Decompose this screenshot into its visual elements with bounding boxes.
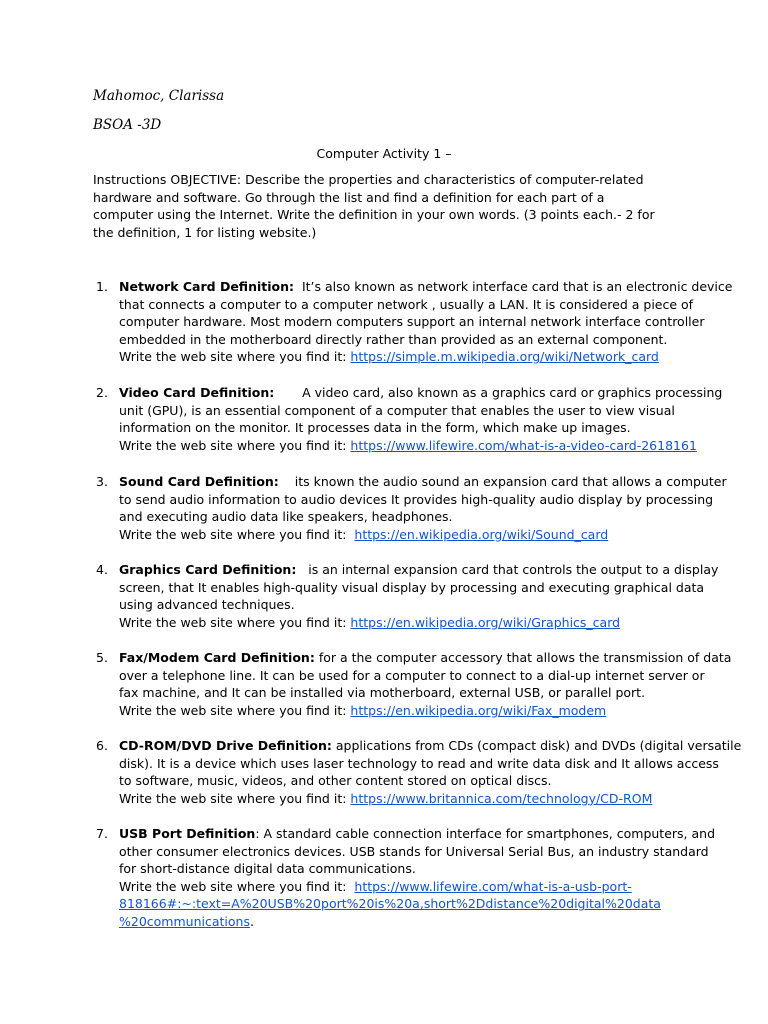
website-prompt: Write the web site where you find it:: [119, 878, 347, 894]
website-line: [119, 878, 683, 896]
item-line: fax machine, and It can be installed via motherboard, external USB, or parallel port.: [119, 685, 646, 701]
source-link[interactable]: https://en.wikipedia.org/wiki/Sound_card: [354, 526, 609, 542]
item-line: and executing audio data like speakers, headphones.: [119, 509, 453, 525]
item-term: CD-ROM/DVD Drive Definition:: [119, 738, 332, 753]
item-body: [119, 278, 733, 366]
item-number: 7.: [96, 826, 108, 841]
item-line: using advanced techniques.: [119, 597, 295, 613]
website-prompt: Write the web site where you find it:: [119, 614, 347, 630]
source-link[interactable]: https://www.britannica.com/technology/CD-ROM: [350, 790, 653, 806]
website-prompt: Write the web site where you find it:: [119, 526, 347, 542]
website-line: [119, 526, 683, 544]
item-line: for short-distance digital data communications.: [119, 861, 416, 877]
website-line: [119, 790, 683, 808]
item-body: [119, 384, 723, 454]
item-number: 5.: [96, 650, 108, 665]
item-text: for a the computer accessory that allows the transmission of data: [318, 650, 732, 665]
item-term: Sound Card Definition:: [119, 474, 279, 489]
item-body: [119, 473, 727, 543]
item-term: Network Card Definition:: [119, 279, 294, 294]
website-prompt: Write the web site where you find it:: [119, 349, 347, 365]
item-number: 1.: [96, 279, 108, 294]
item-body: [119, 737, 742, 807]
source-link[interactable]: https://simple.m.wikipedia.org/wiki/Network_card: [350, 349, 659, 365]
item-text: its known the audio sound an expansion card that allows a computer: [294, 474, 727, 489]
item-term: Fax/Modem Card Definition:: [119, 650, 315, 665]
source-link[interactable]: https://www.lifewire.com/what-is-a-usb-port-: [354, 878, 632, 894]
item-text: is an internal expansion card that controls the output to a display: [308, 562, 719, 577]
website-prompt: Write the web site where you find it:: [119, 702, 347, 718]
item-line: information on the monitor. It processes data in the form, which make up images.: [119, 420, 631, 436]
item-body: [119, 649, 732, 719]
item-line: [119, 278, 733, 296]
item-number: 3.: [96, 474, 108, 489]
item-number: 6.: [96, 738, 108, 753]
class-section: BSOA -3D: [93, 117, 162, 133]
source-link[interactable]: 818166#:~:text=A%20USB%20port%20is%20a,short%2Ddistance%20digital%20data: [119, 896, 661, 912]
item-line: unit (GPU), is an essential component of a computer that enables the user to view visual: [119, 402, 675, 418]
item-line: computer hardware. Most modern computers support an internal network interface controller: [119, 314, 705, 330]
item-line: [119, 561, 719, 579]
item-body: [119, 561, 719, 631]
website-line: [119, 702, 683, 720]
item-text: : A standard cable connection interface for smartphones, computers, and: [255, 826, 716, 841]
item-term: Video Card Definition:: [119, 385, 275, 400]
trailing-period: .: [249, 913, 254, 929]
instructions-paragraph: Instructions OBJECTIVE: Describe the properties and characteristics of computer-related hardware and software. Go through the list and find a definition for each part of a computer using the Internet. Write the definition in your own words. (3 points each.- 2 for the definition, 1 for listing website.): [93, 172, 655, 240]
website-prompt: Write the web site where you find it:: [119, 790, 347, 806]
item-number: 4.: [96, 562, 108, 577]
document-title: Computer Activity 1 –: [316, 146, 452, 161]
website-line: [119, 437, 697, 455]
source-link[interactable]: https://en.wikipedia.org/wiki/Fax_modem: [350, 702, 607, 718]
website-line: [119, 614, 683, 632]
item-term: Graphics Card Definition:: [119, 562, 297, 577]
item-term: USB Port Definition: [119, 826, 256, 841]
website-line: [119, 913, 683, 931]
item-body: [119, 825, 716, 931]
source-link[interactable]: %20communications: [119, 913, 250, 929]
item-text: A video card, also known as a graphics card or graphics processing: [302, 385, 723, 400]
item-line: other consumer electronics devices. USB stands for Universal Serial Bus, an industry standard: [119, 843, 709, 859]
website-line: [119, 348, 683, 366]
source-link[interactable]: https://en.wikipedia.org/wiki/Graphics_card: [350, 614, 621, 630]
item-text: applications from CDs (compact disk) and DVDs (digital versatile: [335, 738, 742, 753]
item-line: embedded in the motherboard directly rather than provided as an external component.: [119, 331, 668, 347]
item-line: over a telephone line. It can be used for a computer to connect to a dial-up internet server or: [119, 667, 705, 683]
item-line: disk). It is a device which uses laser technology to read and write data disk and It allows access: [119, 755, 719, 771]
item-number: 2.: [96, 385, 108, 400]
item-line: [119, 649, 732, 667]
source-link[interactable]: https://www.lifewire.com/what-is-a-video-card-2618161: [350, 437, 697, 453]
item-line: screen, that It enables high-quality visual display by processing and executing graphical data: [119, 579, 705, 595]
item-line: to send audio information to audio devices It provides high-quality audio display by processing: [119, 491, 714, 507]
item-line: that connects a computer to a computer network , usually a LAN. It is considered a piece of: [119, 296, 694, 312]
website-line: [119, 895, 683, 913]
item-text: It’s also known as network interface card that is an electronic device: [301, 279, 733, 294]
item-line: [119, 473, 727, 491]
website-prompt: Write the web site where you find it:: [119, 437, 347, 453]
item-line: to software, music, videos, and other content stored on optical discs.: [119, 773, 552, 789]
author-name: Mahomoc, Clarissa: [93, 88, 225, 104]
item-line: [119, 825, 716, 843]
item-line: [119, 737, 742, 755]
item-line: [119, 384, 723, 402]
